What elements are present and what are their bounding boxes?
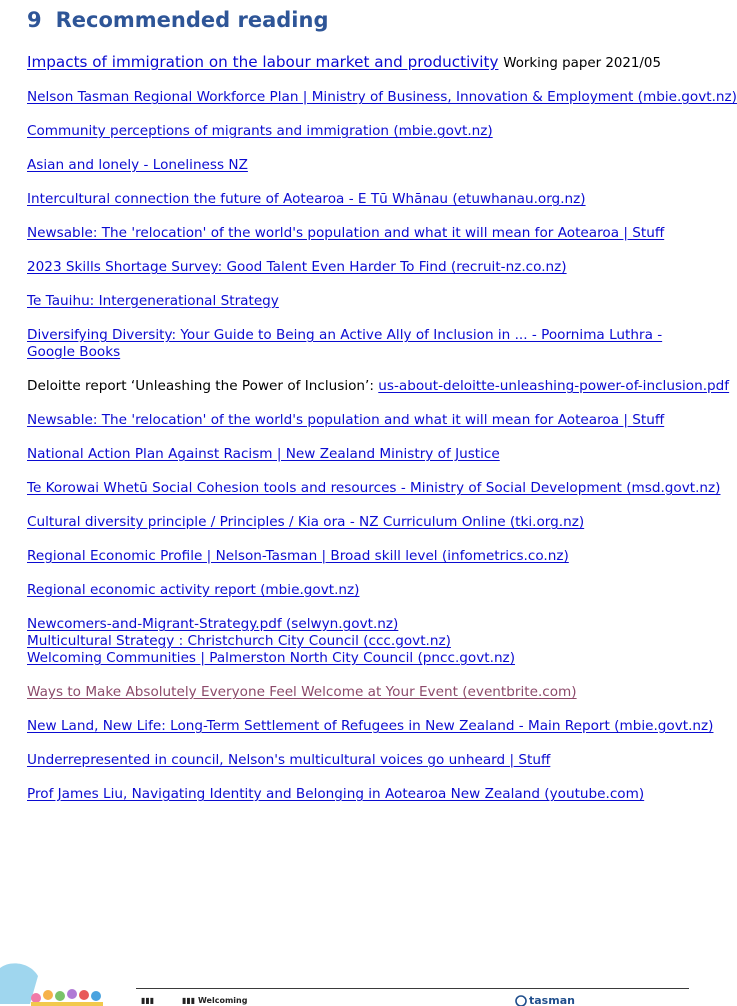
footer-divider [136,988,689,989]
reading-link[interactable]: Regional economic activity report (mbie.govt.nz) [27,582,360,598]
reading-item [27,225,682,242]
reading-item [27,650,682,667]
reading-item [27,582,682,599]
section-number: 9 [27,8,42,32]
section-title: Recommended reading [55,8,329,32]
reading-item [27,616,682,633]
reading-link[interactable]: Regional Economic Profile | Nelson-Tasman | Broad skill level (infometrics.co.nz) [27,548,569,564]
reading-link[interactable]: Te Tauihu: Intergenerational Strategy [27,293,279,309]
reading-link[interactable]: New Land, New Life: Long-Term Settlement of Refugees in New Zealand - Main Report (mbie.govt.nz) [27,718,714,734]
reading-item [27,412,682,429]
reading-link[interactable]: Newsable: The 'relocation' of the world's population and what it will mean for Aotearoa | Stuff [27,225,665,241]
section-heading [27,8,328,32]
reading-item [27,54,682,72]
reading-item [27,786,682,803]
reading-item [27,752,682,769]
reading-item [27,514,682,531]
tasman-logo-text: tasman [529,994,575,1006]
reading-link[interactable]: Asian and lonely - Loneliness NZ [27,157,248,173]
reading-prefix: Deloitte report ‘Unleashing the Power of Inclusion’: [27,378,379,394]
welcoming-logo [182,996,247,1005]
reading-item [27,259,682,276]
reading-link[interactable]: Intercultural connection the future of Aotearoa - E Tū Whānau (etuwhanau.org.nz) [27,191,586,207]
reading-link[interactable]: Te Korowai Whetū Social Cohesion tools and resources - Ministry of Social Development (msd.govt.nz) [27,480,721,496]
logo-mark: ▮▮▮ [141,996,155,1005]
welcoming-logo-bars: ▮▮▮ [182,996,198,1005]
reading-link[interactable]: us-about-deloitte-unleashing-power-of-inclusion.pdf [378,378,730,394]
reading-item [27,191,682,208]
reading-link-visited[interactable]: Ways to Make Absolutely Everyone Feel Welcome at Your Event (eventbrite.com) [27,684,577,700]
reading-link[interactable]: 2023 Skills Shortage Survey: Good Talent Even Harder To Find (recruit-nz.co.nz) [27,259,567,275]
reading-item [27,327,682,361]
reading-item [27,293,682,310]
reading-link[interactable]: Newcomers-and-Migrant-Strategy.pdf (selwyn.govt.nz) [27,616,399,632]
reading-link[interactable]: Community perceptions of migrants and immigration (mbie.govt.nz) [27,123,493,139]
reading-item [27,480,721,497]
reading-link[interactable]: National Action Plan Against Racism | New Zealand Ministry of Justice [27,446,500,462]
reading-item [27,633,682,650]
reading-item [27,89,737,106]
reading-link[interactable]: Impacts of immigration on the labour market and productivity [27,53,499,71]
reading-item [27,123,682,140]
reading-link[interactable]: Underrepresented in council, Nelson's multicultural voices go unheard | Stuff [27,752,551,768]
reading-item [27,548,682,565]
reading-link[interactable]: Newsable: The 'relocation' of the world's population and what it will mean for Aotearoa | Stuff [27,412,665,428]
reading-link[interactable]: Multicultural Strategy : Christchurch City Council (ccc.govt.nz) [27,633,451,649]
reading-note: Working paper 2021/05 [503,56,661,71]
reading-link[interactable]: Prof James Liu, Navigating Identity and Belonging in Aotearoa New Zealand (youtube.com) [27,786,645,802]
reading-item [27,378,730,395]
reading-link[interactable]: Nelson Tasman Regional Workforce Plan | Ministry of Business, Innovation & Employment (mbie.govt.nz) [27,89,737,105]
reading-item [27,157,682,174]
welcoming-logo-text: Welcoming [198,996,248,1005]
reading-link[interactable]: Diversifying Diversity: Your Guide to Being an Active Ally of Inclusion in ... - Poornima Luthra - Google Books [27,327,663,360]
reading-link[interactable]: Cultural diversity principle / Principles / Kia ora - NZ Curriculum Online (tki.org.nz) [27,514,585,530]
reading-item [27,446,682,463]
reading-item [27,718,714,735]
tasman-logo [514,992,634,1006]
welcoming-people-illustration [0,958,112,1004]
reading-link[interactable]: Welcoming Communities | Palmerston North City Council (pncc.govt.nz) [27,650,515,666]
reading-item [27,684,682,701]
